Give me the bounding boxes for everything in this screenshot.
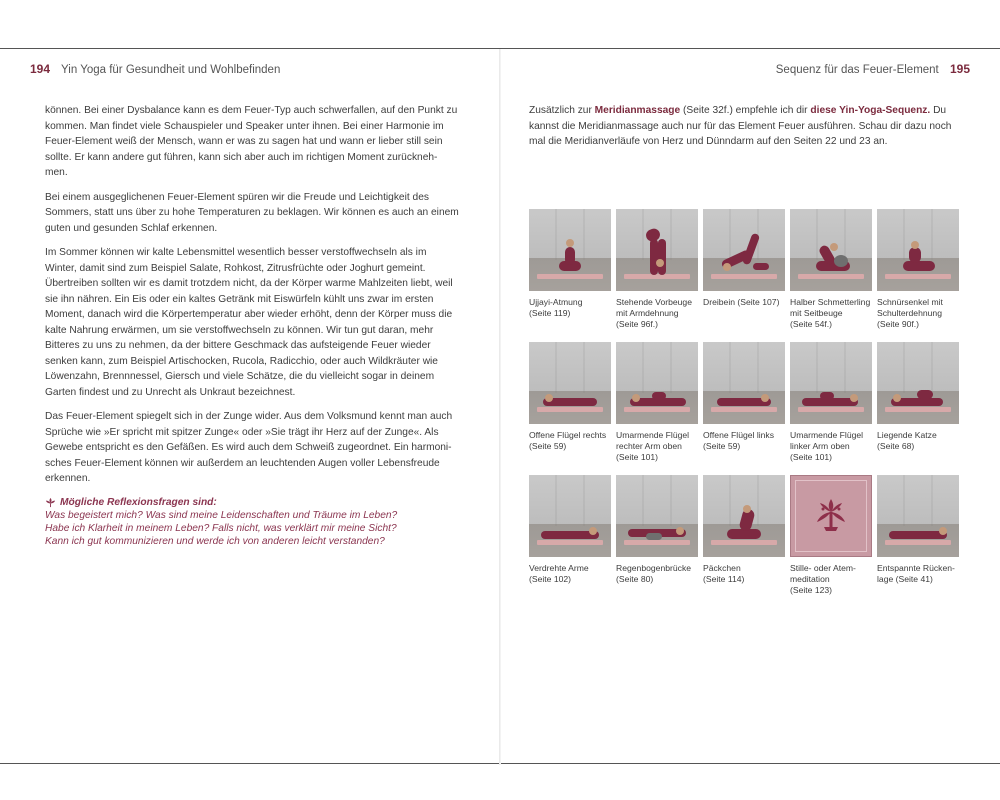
pose-caption (703, 430, 785, 452)
pose-caption (790, 430, 872, 463)
pose-card (877, 342, 959, 452)
right-running-header (776, 62, 970, 76)
pose-photo (877, 209, 959, 291)
caption-line: Entspannte Rücken- (877, 563, 955, 573)
pose-caption (703, 563, 785, 585)
pose-photo (703, 342, 785, 424)
reflection-heading: Mögliche Reflexionsfragen sind: (60, 496, 217, 508)
right-page-number: 195 (949, 62, 970, 76)
caption-line: Umarmende Flügel (790, 430, 864, 440)
left-page-body (45, 103, 460, 548)
caption-line: Halber Schmetterling (790, 297, 871, 307)
caption-line: (Seite 101) (790, 452, 833, 462)
caption-line: Schulterdehnung (877, 308, 942, 318)
left-running-header (30, 62, 280, 76)
pose-card (529, 209, 611, 319)
reflection-box (45, 496, 460, 548)
pose-card (616, 342, 698, 463)
pose-photo (877, 342, 959, 424)
caption-line: (Seite 114) (703, 574, 745, 584)
pose-caption (616, 563, 698, 585)
caption-line: meditation (790, 574, 830, 584)
left-page-number: 194 (30, 62, 51, 76)
reflection-question: Kann ich gut kommunizieren und werde ich von anderen leicht verstanden? (45, 535, 385, 547)
pose-photo (790, 342, 872, 424)
ornament-icon (814, 497, 848, 535)
caption-line: (Seite 68) (877, 441, 915, 451)
left-header-title: Yin Yoga für Gesundheit und Wohlbefinden (61, 64, 281, 76)
caption-line: Ujjayi-Atmung (529, 297, 583, 307)
caption-line: mit Armdehnung (616, 308, 679, 318)
caption-line: (Seite 54f.) (790, 319, 833, 329)
body-paragraph: Das Feuer-Element spiegelt sich in der Zunge wider. Aus dem Volksmund kennt man auch Sprüche wie »Er spricht mit spitzer Zunge« oder »Sie trägt ihr Herz auf der Zunge«. Als Gewebe entspricht es den Gefäßen. Es wird auch dem Schweiß zugeordnet. Ein harmoni-sches Feuer-Element können wir außerdem an leuchtenden Augen voller Lebensfreude erkennen. (45, 411, 453, 484)
caption-line: (Seite 123) (790, 585, 833, 595)
pose-card (529, 342, 611, 452)
caption-line: Päckchen (703, 563, 741, 573)
pose-card (703, 342, 785, 452)
reflection-heading-row (45, 496, 460, 509)
intro-text: Zusätzlich zur (529, 105, 595, 116)
right-header-title: Sequenz für das Feuer-Element (775, 64, 939, 76)
pose-card (703, 475, 785, 585)
pose-caption (877, 297, 959, 330)
page-gutter (499, 49, 501, 765)
caption-line: lage (Seite 41) (877, 574, 933, 584)
pose-photo (529, 342, 611, 424)
caption-line: (Seite 102) (529, 574, 572, 584)
pose-photo (703, 475, 785, 557)
caption-line: Offene Flügel rechts (529, 430, 607, 440)
pose-card (703, 209, 785, 308)
caption-line: Dreibein (Seite 107) (703, 297, 780, 307)
pose-photo (529, 475, 611, 557)
caption-line: (Seite 59) (703, 441, 741, 451)
pose-card (877, 209, 959, 330)
caption-line: Regenbogenbrücke (616, 563, 692, 573)
caption-line: (Seite 80) (616, 574, 654, 584)
pose-caption (877, 563, 959, 585)
caption-line: (Seite 59) (529, 441, 567, 451)
caption-line: rechter Arm oben (616, 441, 682, 451)
pose-photo (616, 342, 698, 424)
caption-line: (Seite 101) (616, 452, 659, 462)
pose-caption (703, 297, 785, 308)
pose-caption (616, 297, 698, 330)
pose-caption (877, 430, 959, 452)
sequence-highlight: diese Yin-Yoga-Sequenz. (810, 105, 931, 116)
caption-line: linker Arm oben (790, 441, 850, 451)
pose-card (790, 209, 872, 330)
lotus-icon (45, 497, 56, 508)
caption-line: Stehende Vorbeuge (616, 297, 692, 307)
caption-line: (Seite 119) (529, 308, 571, 318)
caption-line: (Seite 96f.) (616, 319, 659, 329)
caption-line: Liegende Katze (877, 430, 937, 440)
caption-line: Stille- oder Atem- (790, 563, 856, 573)
pose-card (790, 475, 872, 596)
meditation-tile (790, 475, 872, 557)
pose-card (616, 475, 698, 585)
pose-caption (529, 430, 611, 452)
pose-caption (529, 563, 611, 585)
intro-text: (Seite 32f.) empfehle ich dir (680, 105, 811, 116)
reflection-question: Was begeistert mich? Was sind meine Leidenschaften und Träume im Leben? (45, 509, 398, 521)
pose-photo (790, 209, 872, 291)
caption-line: Umarmende Flügel (616, 430, 690, 440)
reflection-question: Habe ich Klarheit in meinem Leben? Falls nicht, was verklärt mir meine Sicht? (45, 522, 397, 534)
caption-line: Schnürsenkel mit (877, 297, 943, 307)
caption-line: (Seite 90f.) (877, 319, 920, 329)
right-page-intro (529, 103, 959, 150)
pose-caption (790, 563, 872, 596)
pose-photo (616, 475, 698, 557)
pose-photo (703, 209, 785, 291)
pose-card (616, 209, 698, 330)
pose-caption (616, 430, 698, 463)
pose-card (790, 342, 872, 463)
caption-line: Verdrehte Arme (529, 563, 589, 573)
pose-photo (529, 209, 611, 291)
meridianmassage-highlight: Meridianmassage (594, 105, 681, 116)
pose-photo (616, 209, 698, 291)
body-paragraph: Im Sommer können wir kalte Lebensmittel wesentlich besser verstoffwechseln als im Winter, damit sind zum Beispiel Salate, Rohkost, Zitrusfrüchte oder Joghurt gemeint. Übertreiben sollten wir es damit trotzdem nicht, da der Körper warme Mahlzeiten liebt, weil sie ihn nähren. Ein Eis oder ein kaltes Getränk mit Eiswürfeln kühlt uns zwar im ersten Moment, danach wird die Körpertemperatur aber wieder erhöht, denn der Körper muss die kalte Nahrung erwärmen, um sie verstoffwechseln zu können. Wir tun gut daran, mehr Bitteres zu uns zu nehmen, da der bittere Geschmack das aufsteigende Feuer wieder senken kann, zum Beispiel Artischocken, Rucola, Radicchio, oder auch Wildkräuter wie Löwenzahn, Brennnessel, Giersch und viele Schätze, die du vielleicht sogar in deinem Garten findest und zu Unrecht als Unkraut bezeichnest. (45, 247, 453, 398)
pose-card (877, 475, 959, 585)
pose-card (529, 475, 611, 585)
caption-line: mit Seitbeuge (790, 308, 843, 318)
pose-photo (877, 475, 959, 557)
caption-line: Offene Flügel links (703, 430, 775, 440)
intro-text: Du kannst die Meridianmassage auch nur für das Element Feuer ausführen. Schau dir dazu noch mal die Meridianverläufe von Herz und Dünndarm auf den Seiten 22 und 23 an. (529, 105, 952, 147)
pose-caption (529, 297, 611, 319)
pose-caption (790, 297, 872, 330)
body-paragraph: können. Bei einer Dysbalance kann es dem Feuer-Typ auch schwerfallen, auf den Punkt zu kommen. Man findet viele Schauspieler und Speaker unter ihnen. Bei einer Harmonie im Feuer-Element weiß der Mensch, wann er was zu sagen hat und wann er lieber still sein sollte. Er kann andere gut führen, kann sich aber auch im richtigen Moment zurückneh-men. (45, 105, 458, 178)
body-paragraph: Bei einem ausgeglichenen Feuer-Element spüren wir die Freude und Leichtigkeit des Sommers, statt uns über zu hohe Temperaturen zu beklagen. Wir können es auch an einem guten und gesunden Schlaf erkennen. (45, 191, 459, 234)
